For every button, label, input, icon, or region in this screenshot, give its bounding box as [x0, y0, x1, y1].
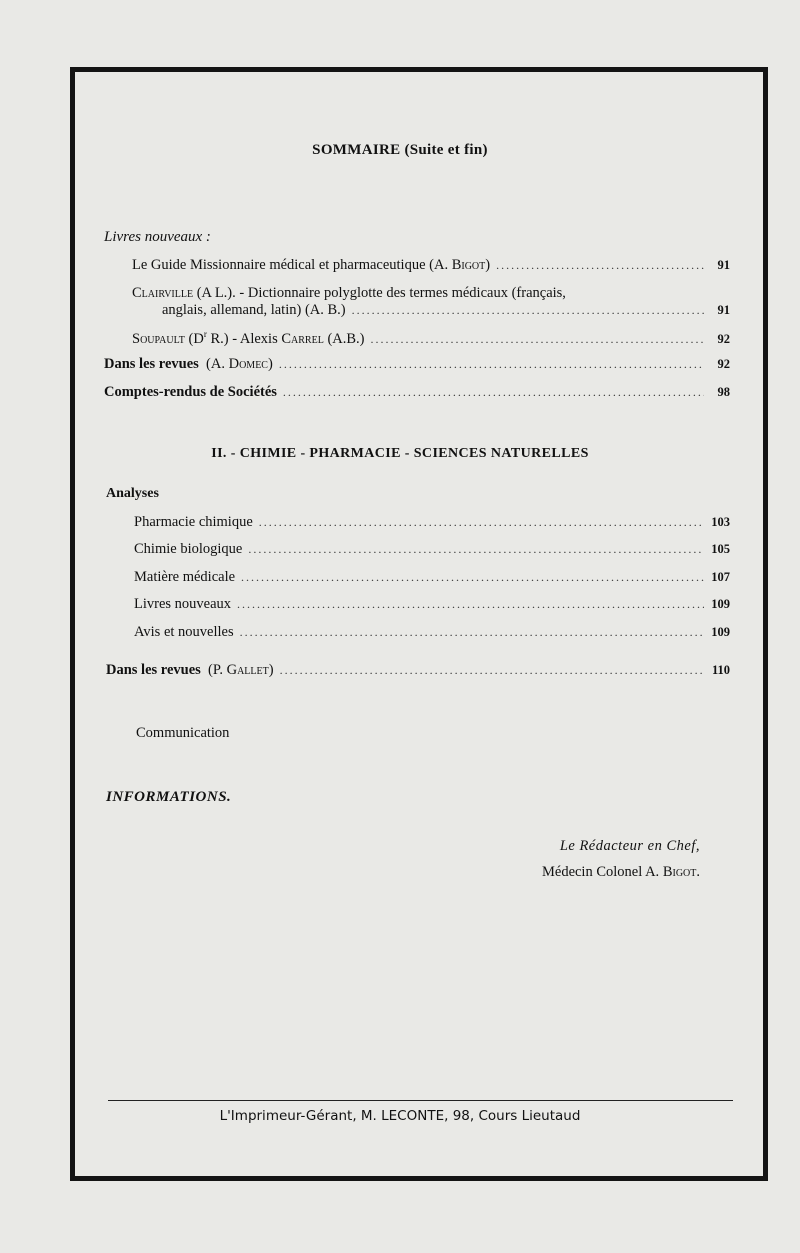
- toc-entry-guide: [132, 257, 730, 274]
- toc-entry-label: Le Guide Missionnaire médical et pharmaceutique (A. Bigot): [132, 257, 491, 273]
- leader-dots: [259, 515, 704, 530]
- leader-dots: [371, 332, 705, 347]
- toc-page-number: 107: [711, 570, 730, 584]
- toc-entry-analyse: Pharmacie chimique ..... 103: [134, 514, 730, 531]
- signature-name: Médecin Colonel A. Bigot.: [541, 864, 700, 880]
- signature-title: Le Rédacteur en Chef,: [559, 838, 700, 854]
- toc-page-number: 98: [717, 385, 730, 399]
- toc-page-number: 91: [717, 258, 730, 272]
- toc-entry-revues-domec: Dans les revues (A. Domec) ..... 92: [104, 356, 730, 373]
- leader-dots: [240, 625, 704, 640]
- toc-entry-analyse: Livres nouveaux ..... 109: [134, 596, 730, 613]
- leader-dots: [496, 258, 704, 273]
- toc-entry-clairville-line1: Clairville (A L.). - Dictionnaire polyglotte des termes médicaux (français,: [132, 285, 566, 301]
- printer-line: L'Imprimeur-Gérant, M. LECONTE, 98, Cours Lieutaud: [219, 1108, 581, 1124]
- toc-entry-clairville-line2: anglais, allemand, latin) (A. B.) ..... 91: [162, 302, 730, 319]
- toc-entry-soupault: Soupault ($D^r$ R.) - Alexis Carrel (A.B.) ..... 92: [132, 329, 730, 348]
- leader-dots: [241, 570, 704, 585]
- toc-entry-revues-gallet: Dans les revues (P. Gallet) ..... 110: [106, 662, 730, 679]
- toc-page-number: 105: [711, 542, 730, 556]
- toc-page-number: 91: [717, 303, 730, 317]
- leader-dots: [279, 357, 704, 372]
- leader-dots: [237, 597, 704, 612]
- toc-page-number: 103: [711, 515, 730, 529]
- toc-page-number: 110: [711, 663, 730, 677]
- toc-entry-analyse: Chimie biologique ..... 105: [134, 541, 730, 558]
- leader-dots: [283, 385, 704, 400]
- analyses-heading: Analyses: [106, 486, 159, 501]
- informations-heading: INFORMATIONS.: [106, 789, 232, 805]
- toc-page-number: 92: [717, 331, 730, 346]
- leader-dots: [248, 542, 704, 557]
- toc-entry-analyse: Matière médicale ..... 107: [134, 569, 730, 586]
- leader-dots: [352, 303, 704, 318]
- section-heading: II. - CHIMIE - PHARMACIE - SCIENCES NATURELLES: [211, 446, 589, 461]
- leader-dots: [280, 663, 704, 678]
- communication-label: Communication: [136, 725, 230, 741]
- toc-page-number: 92: [717, 357, 730, 371]
- toc-entry-comptes-rendus: Comptes-rendus de Sociétés ..... 98: [104, 384, 730, 401]
- toc-entry-analyse: Avis et nouvelles ..... 109: [134, 624, 730, 641]
- footer-divider: [108, 1100, 733, 1101]
- toc-page-number: 109: [711, 625, 730, 639]
- livres-heading: Livres nouveaux :: [104, 229, 211, 245]
- page-title: SOMMAIRE (Suite et fin): [312, 142, 488, 158]
- toc-page-number: 109: [711, 597, 730, 611]
